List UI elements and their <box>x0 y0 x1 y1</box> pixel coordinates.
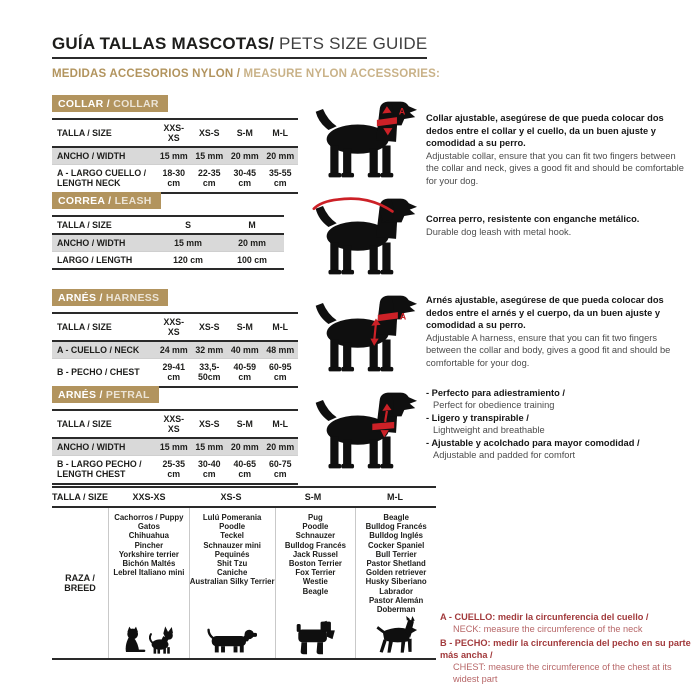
size-column-header: S-M <box>236 322 253 333</box>
breed-name: Boston Terrier <box>288 558 342 568</box>
size-column-header: S <box>185 220 191 230</box>
harness-description-en: Adjustable A harness, ensure that you can fit two fingers between the collar and body, gives a good fit and should be comfortable for your dog. <box>426 332 671 368</box>
badge-label-en: LEASH <box>114 195 152 207</box>
breed-name: Fox Terrier <box>295 568 336 578</box>
feature-en: Lightweight and breathable <box>433 425 545 436</box>
feature-item <box>426 412 688 436</box>
size-value: 15 mm <box>195 442 224 453</box>
breed-name: Lebrel Italiano mini <box>113 568 185 578</box>
table-row <box>52 341 298 359</box>
size-value: 20 mm <box>230 442 259 453</box>
size-value: 40 mm <box>230 345 259 356</box>
size-value: 33,5-50cm <box>198 362 221 383</box>
cat-icon <box>122 625 146 655</box>
feature-es: - Ligero y transpirable / <box>426 413 529 424</box>
size-column-header: XXS-XS <box>163 414 185 435</box>
size-value: 32 mm <box>195 345 224 356</box>
size-value: 20 mm <box>266 151 295 162</box>
leash-size-table <box>52 215 284 270</box>
breed-column-xxs-xs <box>108 508 189 658</box>
breed-name: Caniche <box>216 568 248 578</box>
page-title-es: GUÍA TALLAS MASCOTAS/ <box>52 34 275 53</box>
table-row <box>52 234 284 252</box>
breed-size-table <box>52 486 436 660</box>
breed-name: Bulldog Francés <box>284 540 346 550</box>
breed-header-size: M-L <box>387 492 403 502</box>
page-subtitle-en: MEASURE NYLON ACCESSORIES: <box>243 68 441 80</box>
size-value: 18-30 cm <box>162 168 185 189</box>
table-row <box>52 252 284 270</box>
size-column-header: XXS-XS <box>163 317 185 338</box>
collar-badge <box>52 95 168 112</box>
leash-badge <box>52 192 161 209</box>
size-column-header: M-L <box>272 322 289 333</box>
note-chest <box>440 638 694 686</box>
size-value: 40-59 cm <box>233 362 256 383</box>
svg-text:A: A <box>398 106 406 117</box>
collar-description-es: Collar ajustable, asegúrese de que pueda colocar dos dedos entre el collar y el cuello, da un buen ajuste y comodidad a su perro. <box>426 113 664 149</box>
breed-name: Jack Russel <box>292 549 338 559</box>
measurement-notes <box>440 612 694 688</box>
size-value: 30-45 cm <box>233 168 256 189</box>
dog-harness-icon <box>304 288 426 373</box>
breed-header-size: XS-S <box>220 492 242 502</box>
chihuahua-icon <box>149 625 175 655</box>
note-neck <box>440 612 694 636</box>
breed-name: Bichón Maltés <box>122 558 176 568</box>
page-header <box>52 34 692 80</box>
breed-name: Poodle <box>302 522 329 532</box>
petral-badge <box>52 386 159 403</box>
table-row <box>52 438 298 456</box>
breed-name: Lulú Pomerania <box>202 513 262 522</box>
size-column-header: XS-S <box>198 128 220 139</box>
row-label: B - LARGO PECHO / LENGTH CHEST <box>57 459 142 480</box>
size-value: 15 mm <box>174 238 202 249</box>
breed-column-s-m <box>275 508 356 658</box>
collar-size-table <box>52 118 298 194</box>
dog-collar-icon <box>304 94 426 179</box>
note-chest-en: CHEST: measure the circumference of the chest at its widest part <box>453 661 672 684</box>
table-row <box>52 456 298 484</box>
size-value: 40-65 cm <box>233 459 256 480</box>
size-value: 15 mm <box>195 151 224 162</box>
size-value: 15 mm <box>159 151 188 162</box>
size-table-corner: TALLA / SIZE <box>57 322 112 333</box>
note-neck-es: A - CUELLO: medir la circunferencia del cuello / <box>440 612 649 622</box>
size-value: 48 mm <box>266 345 295 356</box>
breed-name: Labrador <box>379 586 414 596</box>
size-value: 25-35 cm <box>162 459 185 480</box>
harness-badge <box>52 289 168 306</box>
breed-name: Pastor Alemán <box>368 595 424 605</box>
breed-name: Australian Silky Terrier <box>189 577 275 587</box>
badge-label-es: CORREA / <box>58 195 115 207</box>
size-value: 15 mm <box>159 442 188 453</box>
breed-header-size: XXS-XS <box>132 492 166 502</box>
badge-label-en: COLLAR <box>113 98 159 110</box>
harness-section <box>52 288 692 383</box>
size-column-header: M <box>248 220 256 230</box>
size-value: 20 mm <box>266 442 295 453</box>
breed-name: Westie <box>302 577 328 587</box>
breed-name: Schnauzer <box>295 531 336 541</box>
breed-name: Pastor Shetland <box>366 558 426 568</box>
doberman-icon <box>373 616 419 655</box>
table-row <box>52 147 298 165</box>
row-label: LARGO / LENGTH <box>57 255 133 266</box>
schnauzer-icon <box>295 620 335 655</box>
size-value: 20 mm <box>230 151 259 162</box>
size-table-corner: TALLA / SIZE <box>57 220 112 230</box>
badge-label-en: HARNESS <box>105 292 160 304</box>
page-subtitle-es: MEDIDAS ACCESORIOS NYLON / <box>52 68 244 80</box>
badge-label-en: PETRAL <box>105 389 150 401</box>
harness-description-es: Arnés ajustable, asegúrese de que pueda colocar dos dedos entre el arnés y el cuerpo, da un buen ajuste y comodidad a su perro. <box>426 295 664 331</box>
size-table-corner: TALLA / SIZE <box>57 419 112 430</box>
size-column-header: XS-S <box>198 419 220 430</box>
size-value: 30-40 cm <box>198 459 221 480</box>
size-value: 60-95 cm <box>269 362 292 383</box>
svg-text:A: A <box>399 311 407 322</box>
breed-name: Yorkshire terrier <box>118 549 179 559</box>
breed-row-label: RAZA / BREED <box>64 573 96 594</box>
dog-petral-icon <box>304 385 426 470</box>
dachshund-icon <box>207 628 257 655</box>
breed-header-label: TALLA / SIZE <box>52 492 108 502</box>
feature-es: - Ajustable y acolchado para mayor comodidad / <box>426 438 640 449</box>
feature-item <box>426 437 688 461</box>
size-value: 35-55 cm <box>269 168 292 189</box>
breed-column-m-l <box>355 508 436 658</box>
harness-size-table <box>52 312 298 388</box>
size-value: 22-35 cm <box>198 168 221 189</box>
size-column-header: XS-S <box>198 322 220 333</box>
size-column-header: S-M <box>236 419 253 430</box>
breed-name: Beagle <box>383 513 409 522</box>
leash-description-es: Correa perro, resistente con enganche metálico. <box>426 214 640 224</box>
table-row <box>52 165 298 193</box>
page-subtitle <box>52 68 692 80</box>
note-neck-en: NECK: measure the circumference of the neck <box>453 623 643 634</box>
breed-name: Bulldog Francés <box>365 522 427 532</box>
page-title <box>52 34 427 59</box>
collar-section <box>52 94 692 189</box>
note-chest-es: B - PECHO: medir la circunferencia del pecho en su parte más ancha / <box>440 637 691 660</box>
row-label: B - PECHO / CHEST <box>57 367 140 378</box>
leash-description-en: Durable dog leash with metal hook. <box>426 226 572 237</box>
breed-name: Pequinés <box>214 549 250 559</box>
badge-label-es: ARNÉS / <box>58 292 106 304</box>
breed-table-header <box>52 486 436 508</box>
breed-column-xs-s <box>189 508 275 658</box>
breed-name: Bulldog Inglés <box>369 531 423 541</box>
breed-name: Husky Siberiano <box>365 577 427 587</box>
page-title-en: PETS SIZE GUIDE <box>274 34 428 53</box>
feature-es: - Perfecto para adiestramiento / <box>426 388 565 398</box>
size-column-header: S-M <box>236 128 253 139</box>
size-column-header: M-L <box>272 128 289 139</box>
size-table-corner: TALLA / SIZE <box>57 128 112 139</box>
breed-header-size: S-M <box>304 492 322 502</box>
breed-name: Pug <box>308 513 323 522</box>
breed-name: Doberman <box>376 604 416 614</box>
size-value: 100 cm <box>237 255 267 266</box>
feature-item <box>426 387 688 411</box>
row-label: ANCHO / WIDTH <box>57 442 126 453</box>
breed-name: Shit Tzu <box>216 558 248 568</box>
badge-label-es: ARNÉS / <box>58 389 106 401</box>
size-value: 29-41 cm <box>162 362 185 383</box>
row-label: ANCHO / WIDTH <box>57 238 126 249</box>
breed-name: Cachorros / Puppy <box>114 513 184 522</box>
petral-feature-list <box>426 387 688 461</box>
breed-name: Schnauzer mini <box>203 540 261 550</box>
size-value: 20 mm <box>238 238 266 249</box>
size-value: 24 mm <box>159 345 188 356</box>
row-label: A - CUELLO / NECK <box>57 345 140 356</box>
size-column-header: M-L <box>272 419 289 430</box>
row-label: A - LARGO CUELLO / LENGTH NECK <box>57 168 147 189</box>
badge-label-es: COLLAR / <box>58 98 114 110</box>
breed-table-body <box>52 508 436 660</box>
breed-name: Golden retriever <box>366 568 427 578</box>
feature-en: Adjustable and padded for comfort <box>433 450 576 461</box>
size-column-header: XXS-XS <box>163 123 185 144</box>
breed-name: Gatos <box>137 522 160 532</box>
breed-name: Beagle <box>302 586 329 596</box>
breed-name: Teckel <box>220 531 244 541</box>
breed-name: Bull Terrier <box>375 549 417 559</box>
petral-section <box>52 385 692 480</box>
leash-section <box>52 191 692 276</box>
table-row <box>52 359 298 387</box>
petral-size-table <box>52 409 298 485</box>
size-value: 60-75 cm <box>269 459 292 480</box>
breed-name: Cocker Spaniel <box>367 540 425 550</box>
feature-en: Perfect for obedience training <box>433 400 555 411</box>
breed-name: Pincher <box>134 540 164 550</box>
row-label: ANCHO / WIDTH <box>57 151 126 162</box>
collar-description-en: Adjustable collar, ensure that you can fit two fingers between the collar and neck, gives a good fit and should be comfortable for your dog. <box>426 150 684 186</box>
dog-leash-icon <box>304 191 426 276</box>
breed-name: Poodle <box>219 522 246 532</box>
breed-name: Chihuahua <box>128 531 170 541</box>
size-value: 120 cm <box>173 255 203 266</box>
